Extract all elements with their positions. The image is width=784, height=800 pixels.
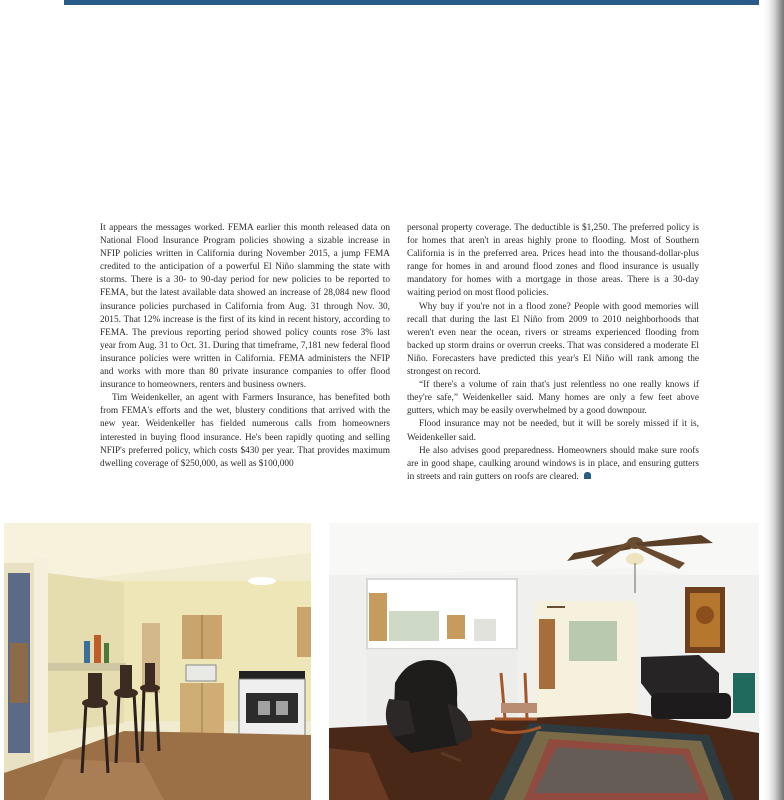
article-paragraph: It appears the messages worked. FEMA earlier this month released data on National Flood Insurance Program policies showing a sizable increase in NFIP policies written in California during November 2015, a jump FEMA credited to the anticipation of a powerful El Niño slamming the state with storms. There is a 30- to 90-day period for new policies to be reported to FEMA, but the latest available data showed an increase of 28,084 new flood insurance policies purchased in California from Aug. 31 through Nov. 30, 2015. That 12% increase is the first of its kind in recent history, according to FEMA. The previous reporting period showed policy counts rose 3% last year from Aug. 31 to Oct. 31. During that timeframe, 7,181 new federal flood insurance policies were written in California. FEMA administers the NFIP and works with more than 80 private insurance companies to offer flood insurance to homeowners, renters and business owners. xyxy=(100,223,390,391)
living-room-photo xyxy=(329,523,759,800)
article-column-right xyxy=(407,222,699,484)
top-accent-rule xyxy=(64,0,759,5)
article-paragraph: “If there's a volume of rain that's just relentless no one really knows if they're safe,” Weidenkeller said. Many homes are only a few feet above gutters, which may be easily overwhelmed by a good downpour. xyxy=(407,380,699,417)
article-paragraph: Tim Weidenkeller, an agent with Farmers Insurance, has benefited both from FEMA's efforts and the wet, blustery conditions that arrived with the new year. Weidenkeller has fielded numerous calls from homeowners interested in buying flood insurance. He's been rapidly quoting and selling NFIP's preferred policy, which costs $430 per year. That provides maximum dwelling coverage of $250,000, as well as $100,000 xyxy=(100,393,390,469)
article-paragraph-text: He also advises good preparedness. Homeowners should make sure roofs are in good shape, caulking around windows is in place, and ensuring gutters in streets and rain gutters on roofs are cleared. xyxy=(407,445,699,482)
article-paragraph: Why buy if you're not in a flood zone? People with good memories will recall that during the last El Niño from 2009 to 2010 neighborhoods that weren't even near the ocean, rivers or streams experienced flooding from backed up storm drains or overrun creeks. That was considered a moderate El Niño. Forecasters have predicted this year's El Niño will rank among the strongest on record. xyxy=(407,301,699,378)
kitchen-photo xyxy=(4,523,311,800)
article-paragraph: personal property coverage. The deductible is $1,250. The preferred policy is for homes that aren't in areas highly prone to flooding. Most of Southern California is in the preferred area. Prices head into the thousand-dollar-plus range for homes in and around flood zones and flood insurance is usually mandatory for homes with a mortgage in those areas. There is a 30-day waiting period on most flood policies. xyxy=(407,223,699,299)
end-of-story-icon xyxy=(584,472,591,479)
kitchen-illustration xyxy=(4,523,311,800)
living-room-illustration xyxy=(329,523,759,800)
article-paragraph-last xyxy=(407,445,699,484)
page-spine-shadow xyxy=(764,0,784,800)
article-column-left xyxy=(100,222,390,471)
article-paragraph: Flood insurance may not be needed, but it will be sorely missed if it is, Weidenkeller said. xyxy=(407,419,699,443)
